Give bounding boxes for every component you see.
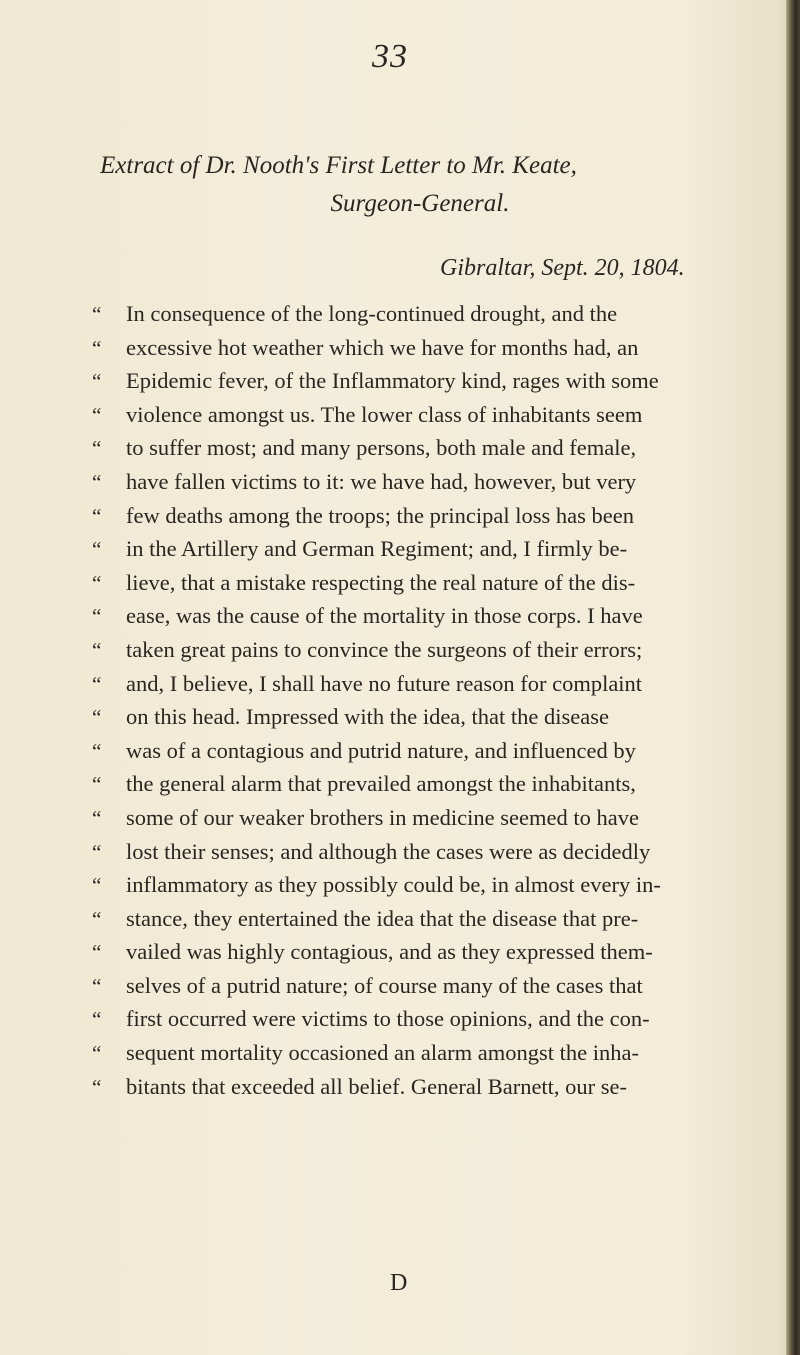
line-text: few deaths among the troops; the principal loss has been — [126, 502, 634, 528]
line-text: and, I believe, I shall have no future reason for complaint — [126, 670, 643, 696]
quote-mark: “ — [92, 402, 102, 427]
quote-mark: “ — [92, 839, 102, 864]
quote-mark: “ — [92, 570, 102, 595]
line-text: Epidemic fever, of the Inflammatory kind, rages with some — [126, 368, 659, 394]
line-text: ease, was the cause of the mortality in those corps. I have — [126, 603, 643, 629]
quote-mark: “ — [92, 873, 102, 898]
line-text: first occurred were victims to those opinions, and the con- — [126, 1006, 650, 1032]
text-line — [92, 331, 782, 365]
text-line — [92, 297, 782, 331]
line-text: In consequence of the long-continued drought, and the — [126, 301, 618, 326]
line-text: violence amongst us. The lower class of inhabitants seem — [126, 401, 643, 427]
line-text: the general alarm that prevailed amongst the inhabitants, — [126, 771, 636, 797]
line-text: on this head. Impressed with the idea, that the disease — [126, 704, 609, 730]
line-text: in the Artillery and German Regiment; and, I firmly be- — [126, 536, 628, 562]
line-text: bitants that exceeded all belief. General Barnett, our se- — [126, 1073, 628, 1099]
quote-mark: “ — [92, 671, 102, 696]
line-text: was of a contagious and putrid nature, and influenced by — [126, 737, 636, 763]
quote-mark: “ — [92, 973, 102, 998]
line-text: vailed was highly contagious, and as they expressed them- — [126, 939, 653, 965]
quote-mark: “ — [92, 940, 102, 965]
text-line — [92, 431, 782, 465]
book-spine — [786, 0, 800, 1355]
quote-mark: “ — [92, 469, 102, 494]
text-line — [92, 499, 782, 533]
text-line — [92, 935, 782, 969]
text-line — [92, 633, 782, 667]
line-text: to suffer most; and many persons, both male and female, — [126, 435, 637, 461]
quote-mark: “ — [92, 604, 102, 629]
quote-mark: “ — [92, 302, 102, 326]
quote-mark: “ — [92, 369, 102, 394]
line-text: lost their senses; and although the cases were as decidedly — [126, 838, 651, 864]
quote-mark: “ — [92, 503, 102, 528]
text-line — [92, 969, 782, 1003]
text-line — [92, 902, 782, 936]
text-line — [92, 1036, 782, 1070]
line-text: taken great pains to convince the surgeons of their errors; — [126, 636, 643, 662]
quote-mark: “ — [92, 805, 102, 830]
dateline: Gibraltar, Sept. 20, 1804. — [440, 255, 685, 281]
quote-mark: “ — [92, 738, 102, 763]
text-line — [92, 734, 782, 768]
text-line — [92, 868, 782, 902]
quote-mark: “ — [92, 335, 102, 360]
line-text: have fallen victims to it: we have had, however, but very — [126, 468, 637, 494]
quote-mark: “ — [92, 1074, 102, 1099]
signature-mark: D — [390, 1270, 408, 1296]
quote-mark: “ — [92, 637, 102, 662]
text-line — [92, 835, 782, 869]
text-line — [92, 700, 782, 734]
quote-mark: “ — [92, 537, 102, 562]
text-line — [92, 532, 782, 566]
quote-mark: “ — [92, 705, 102, 730]
letter-title: Extract of Dr. Nooth's First Letter to Mr. Keate, — [100, 152, 577, 179]
text-line — [92, 801, 782, 835]
line-text: selves of a putrid nature; of course many of the cases that — [126, 972, 643, 998]
quote-mark: “ — [92, 772, 102, 797]
line-text: some of our weaker brothers in medicine seemed to have — [126, 804, 639, 830]
text-line — [92, 1002, 782, 1036]
text-line — [92, 566, 782, 600]
text-line — [92, 767, 782, 801]
letter-body — [92, 297, 782, 1103]
line-text: sequent mortality occasioned an alarm amongst the inha- — [126, 1040, 639, 1066]
text-line — [92, 364, 782, 398]
text-line — [92, 599, 782, 633]
line-text: excessive hot weather which we have for months had, an — [126, 334, 639, 360]
text-line — [92, 667, 782, 701]
page-number: 33 — [372, 38, 408, 75]
line-text: lieve, that a mistake respecting the real nature of the dis- — [126, 569, 636, 595]
line-text: inflammatory as they possibly could be, in almost every in- — [126, 872, 661, 898]
quote-mark: “ — [92, 1007, 102, 1032]
line-text: stance, they entertained the idea that the disease that pre- — [126, 905, 639, 931]
text-line — [92, 1070, 782, 1104]
letter-recipient-title: Surgeon-General. — [330, 190, 510, 217]
quote-mark: “ — [92, 1041, 102, 1066]
text-line — [92, 465, 782, 499]
text-line — [92, 398, 782, 432]
quote-mark: “ — [92, 436, 102, 461]
quote-mark: “ — [92, 906, 102, 931]
